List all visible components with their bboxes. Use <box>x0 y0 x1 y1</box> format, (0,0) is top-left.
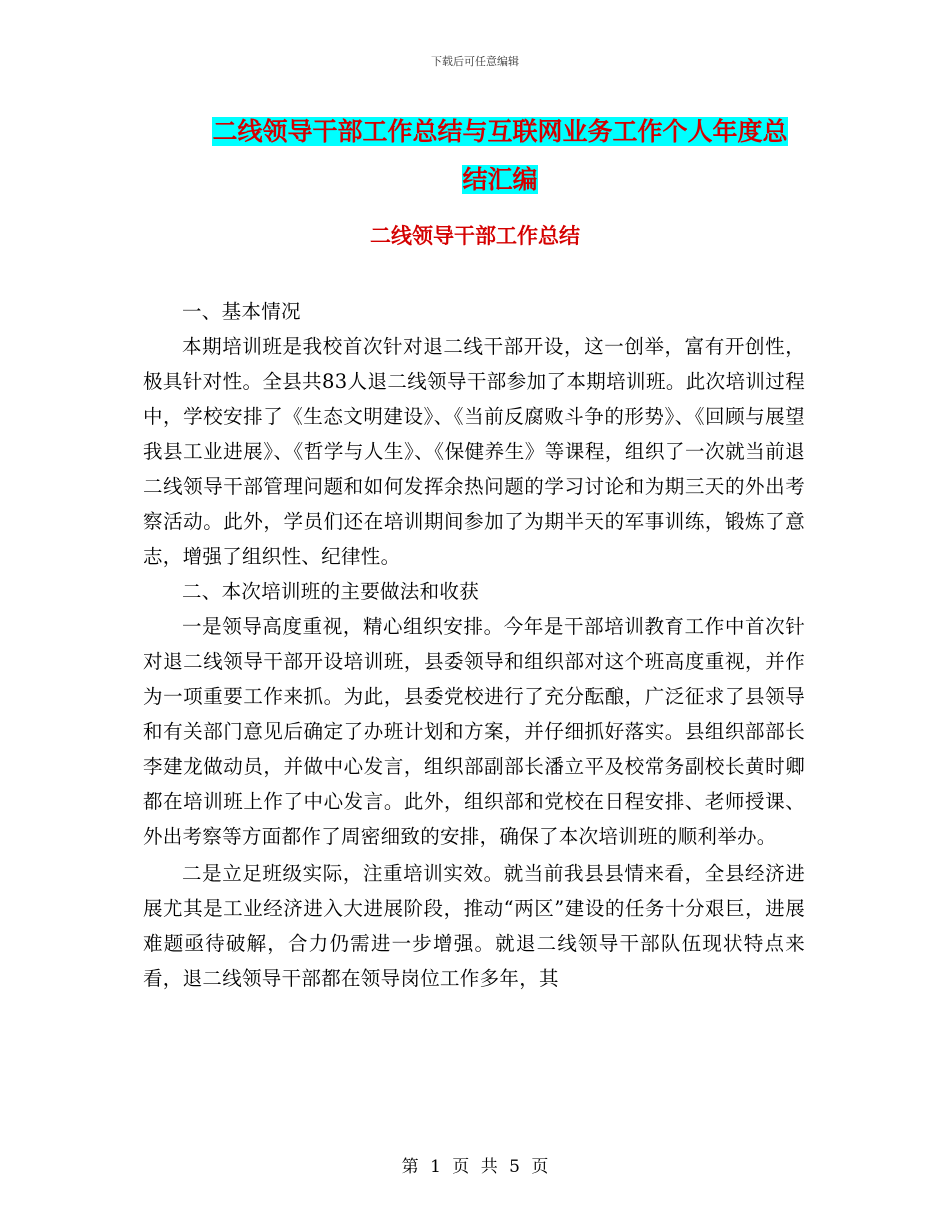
document-title-line-1: 二线领导干部工作总结与互联网业务工作个人年度总 <box>212 117 788 146</box>
document-body <box>143 294 805 996</box>
paragraph: 二是立足班级实际，注重培训实效。就当前我县县情来看，全县经济进展尤其是工业经济进入大进展阶段，推动“两区”建设的任务十分艰巨，进展难题亟待破解，合力仍需进一步增强。就退二线领导干部队伍现状特点来看，退二线领导干部都在领导岗位工作多年，其 <box>143 862 805 990</box>
heading-basic-situation: 一、基本情况 <box>182 300 301 323</box>
paragraph: 本期培训班是我校首次针对退二线干部开设，这一创举，富有开创性，极具针对性。全县共83人退二线领导干部参加了本期培训班。此次培训过程中，学校安排了《生态文明建设》、《当前反腐败斗争的形势》、《回顾与展望我县工业进展》、《哲学与人生》、《保健养生》等课程，组织了一次就当前退二线领导干部管理问题和如何发挥余热问题的学习讨论和为期三天的外出考察活动。此外，学员们还在培训期间参加了为期半天的军事训练，锻炼了意志，增强了组织性、纪律性。 <box>143 335 805 568</box>
page-number: 第 1 页 共 5 页 <box>401 1157 549 1177</box>
header-note: 下载后可任意编辑 <box>431 55 519 68</box>
document-title <box>180 108 820 204</box>
heading-main-practices: 二、本次培训班的主要做法和收获 <box>182 580 480 603</box>
paragraph: 一是领导高度重视，精心组织安排。今年是干部培训教育工作中首次针对退二线领导干部开设培训班，县委领导和组织部对这个班高度重视，并作为一项重要工作来抓。为此，县委党校进行了充分酝酿，广泛征求了县领导和有关部门意见后确定了办班计划和方案，并仔细抓好落实。县组织部部长李建龙做动员，并做中心发言，组织部副部长潘立平及校常务副校长黄时卿都在培训班上作了中心发言。此外，组织部和党校在日程安排、老师授课、外出考察等方面都作了周密细致的安排，确保了本次培训班的顺利举办。 <box>143 615 805 848</box>
document-title-line-2: 结汇编 <box>462 165 538 194</box>
section-title: 二线领导干部工作总结 <box>370 224 580 248</box>
